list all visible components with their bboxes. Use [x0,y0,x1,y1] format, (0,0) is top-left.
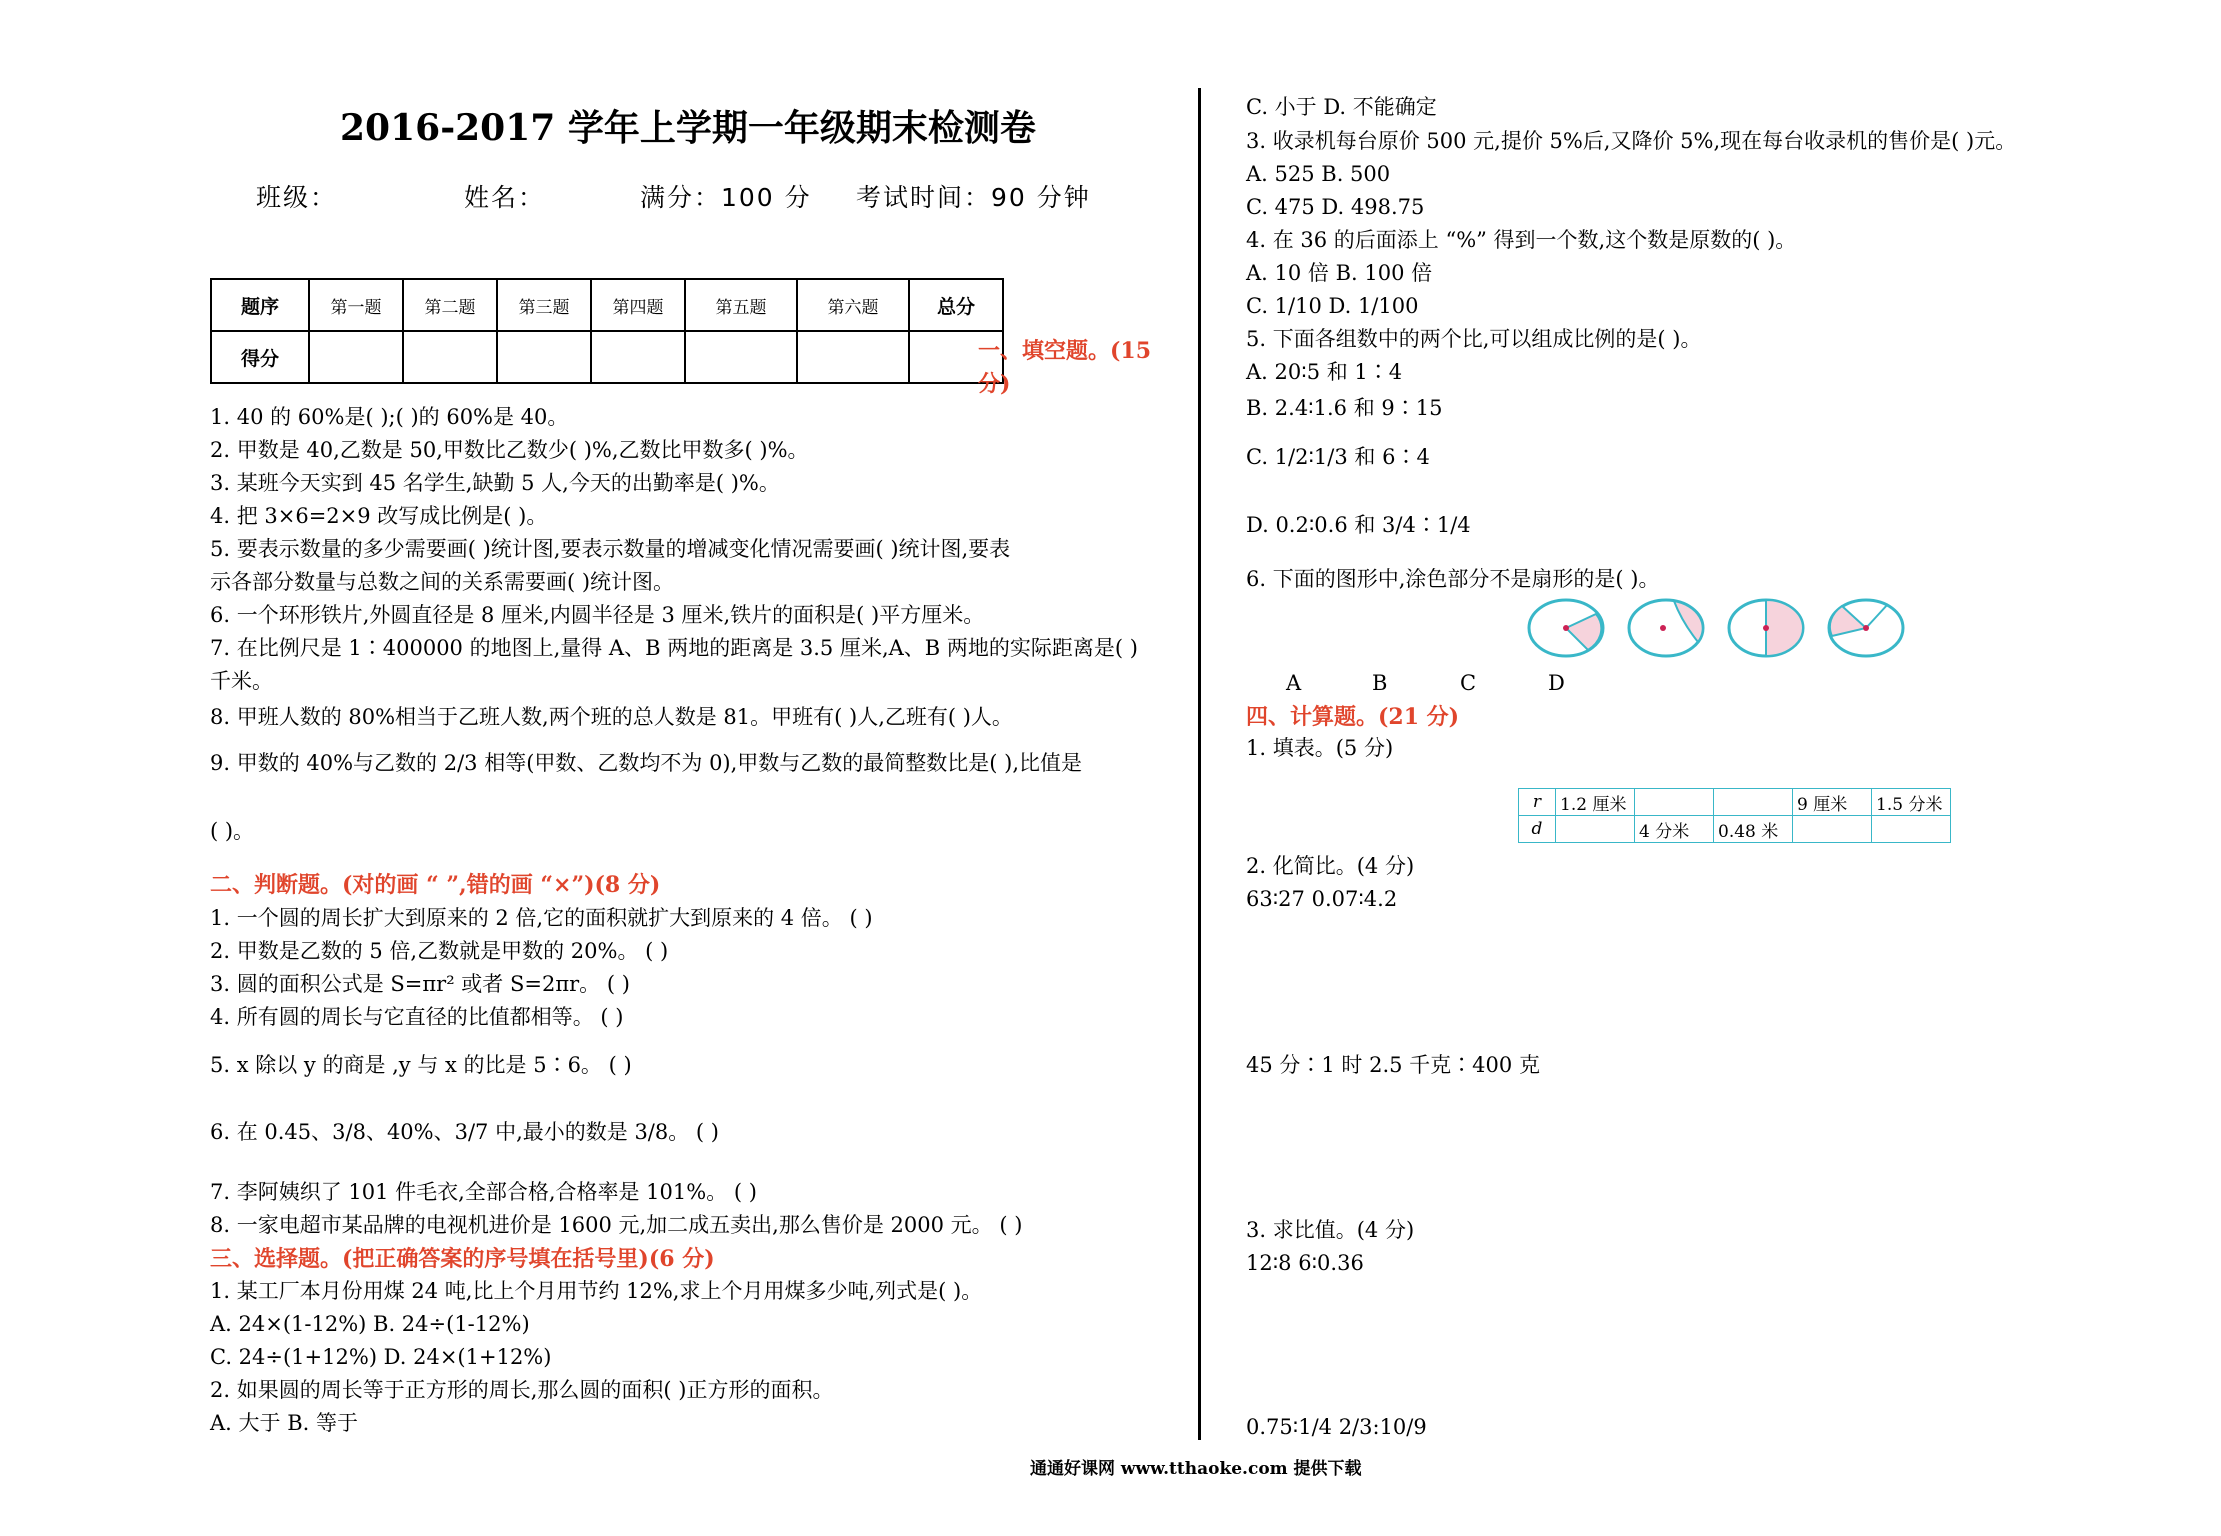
footer-credit: 通通好课网 www.tthaoke.com 提供下载 [1030,1459,1362,1479]
option-line: C. 475 D. 498.75 [1246,195,1425,219]
question-item: 3. 某班今天实到 45 名学生,缺勤 5 人,今天的出勤率是( )%。 [210,471,780,495]
calc-row: 45 分∶1 时 2.5 千克∶400 克 [1246,1053,1540,1077]
question-item: 千米。 [210,669,273,693]
question-item: 2. 如果圆的周长等于正方形的周长,那么圆的面积( )正方形的面积。 [210,1378,834,1402]
option-line: B. 2.4∶1.6 和 9∶15 [1246,396,1443,420]
question-item: 2. 化简比。(4 分) [1246,854,1415,878]
calc-row: 63∶27 0.07∶4.2 [1246,887,1398,911]
fill-cell[interactable]: 0.48 米 [1714,816,1793,843]
fill-cell[interactable] [1635,789,1714,816]
fill-cell[interactable]: 1.5 分米 [1872,789,1951,816]
fill-cell[interactable] [1793,816,1872,843]
question-item: 1. 填表。(5 分) [1246,736,1394,760]
option-line: A. 大于 B. 等于 [210,1411,358,1435]
section1-heading-cont: 分) [978,371,1011,397]
question-item: 6. 在 0.45、3/8、40%、3/7 中,最小的数是 3/8。 ( ) [210,1120,719,1144]
option-line: C. 小于 D. 不能确定 [1246,95,1437,119]
score-cell[interactable] [497,331,591,383]
calc-row: 12∶8 6∶0.36 [1246,1251,1364,1275]
question-item: 示各部分数量与总数之间的关系需要画( )统计图。 [210,570,675,594]
option-line: A. 525 B. 500 [1246,162,1391,186]
question-item: 7. 在比例尺是 1∶400000 的地图上,量得 A、B 两地的距离是 3.5 厘米,A、B 两地的实际距离是( ) [210,636,1138,660]
fill-cell[interactable]: 4 分米 [1635,816,1714,843]
figure-d[interactable] [1829,600,1903,656]
score-cell[interactable] [309,331,403,383]
question-item: 4. 把 3×6=2×9 改写成比例是( )。 [210,504,548,528]
score-cell[interactable] [685,331,797,383]
circle-figures [1522,594,1922,664]
figure-c[interactable] [1729,600,1803,656]
score-header-cell: 第三题 [497,279,591,331]
option-line: A. 20∶5 和 1∶4 [1246,360,1403,384]
question-item: 3. 求比值。(4 分) [1246,1218,1415,1242]
question-item: 8. 一家电超市某品牌的电视机进价是 1600 元,加二成五卖出,那么售价是 2000 元。 ( ) [210,1213,1023,1237]
question-item: 5. x 除以 y 的商是 ,y 与 x 的比是 5∶6。 ( ) [210,1053,632,1077]
option-line: C. 1/10 D. 1/100 [1246,294,1419,318]
score-header-cell: 第二题 [403,279,497,331]
question-item: 1. 一个圆的周长扩大到原来的 2 倍,它的面积就扩大到原来的 4 倍。 ( ) [210,906,873,930]
question-item: 7. 李阿姨织了 101 件毛衣,全部合格,合格率是 101%。 ( ) [210,1180,757,1204]
score-cell[interactable] [591,331,685,383]
question-item: 4. 所有圆的周长与它直径的比值都相等。 ( ) [210,1005,624,1029]
question-item: 2. 甲数是乙数的 5 倍,乙数就是甲数的 20%。 ( ) [210,939,669,963]
score-header-cell: 第一题 [309,279,403,331]
question-item: 1. 40 的 60%是( );( )的 60%是 40。 [210,405,569,429]
exam-time: 考试时间：90 分钟 [856,183,1091,212]
section3-heading: 三、选择题。(把正确答案的序号填在括号里)(6 分) [210,1246,715,1272]
question-item: 9. 甲数的 40%与乙数的 2/3 相等(甲数、乙数均不为 0),甲数与乙数的最简整数比是( ),比值是 [210,751,1083,775]
option-letter: A [1286,671,1302,695]
score-cell[interactable] [403,331,497,383]
question-item: 6. 一个环形铁片,外圆直径是 8 厘米,内圆半径是 3 厘米,铁片的面积是( )平方厘米。 [210,603,985,627]
option-line: A. 10 倍 B. 100 倍 [1246,261,1433,285]
column-divider [1198,88,1201,1440]
question-item: ( )。 [210,819,255,843]
score-header-cell: 总分 [909,279,1003,331]
score-header-cell: 第五题 [685,279,797,331]
page-title: 2016-2017 学年上学期一年级期末检测卷 [340,107,1036,149]
fill-cell[interactable] [1714,789,1793,816]
section1-heading: 一、填空题。(15 [978,338,1152,364]
option-line: D. 0.2∶0.6 和 3/4∶1/4 [1246,513,1471,537]
question-item: 1. 某工厂本月份用煤 24 吨,比上个月用节约 12%,求上个月用煤多少吨,列式是( )。 [210,1279,983,1303]
question-item: 8. 甲班人数的 80%相当于乙班人数,两个班的总人数是 81。甲班有( )人,乙班有( )人。 [210,705,1013,729]
fill-cell: r [1519,789,1556,816]
section4-heading: 四、计算题。(21 分) [1246,704,1460,730]
score-cell[interactable] [797,331,909,383]
question-item: 5. 要表示数量的多少需要画( )统计图,要表示数量的增减变化情况需要画( )统计图,要表 [210,537,1011,561]
question-item: 3. 收录机每台原价 500 元,提价 5%后,又降价 5%,现在每台收录机的售价是( )元。 [1246,129,2017,153]
option-letter: B [1372,671,1388,695]
score-row-label: 得分 [211,331,309,383]
score-table [210,278,1004,384]
figure-b[interactable] [1629,600,1703,656]
question-item: 5. 下面各组数中的两个比,可以组成比例的是( )。 [1246,327,1702,351]
option-letter: C [1460,671,1477,695]
fill-cell[interactable] [1556,816,1635,843]
fill-cell[interactable]: 9 厘米 [1793,789,1872,816]
class-label: 班级： [256,183,338,212]
question-item: 2. 甲数是 40,乙数是 50,甲数比乙数少( )%,乙数比甲数多( )%。 [210,438,809,462]
option-line: A. 24×(1-12%) B. 24÷(1-12%) [210,1312,530,1336]
score-header-cell: 第四题 [591,279,685,331]
section2-heading: 二、判断题。(对的画 “ ”,错的画 “×”)(8 分) [210,872,661,898]
fill-table [1518,788,1951,843]
fill-cell: d [1519,816,1556,843]
fill-cell[interactable]: 1.2 厘米 [1556,789,1635,816]
question-item: 6. 下面的图形中,涂色部分不是扇形的是( )。 [1246,567,1660,591]
full-score: 满分：100 分 [640,183,812,212]
fill-cell[interactable] [1872,816,1951,843]
question-item: 3. 圆的面积公式是 S=πr² 或者 S=2πr。 ( ) [210,972,630,996]
option-line: C. 1/2∶1/3 和 6∶4 [1246,445,1430,469]
calc-row: 0.75∶1/4 2/3:10/9 [1246,1415,1427,1439]
figure-a[interactable] [1529,600,1603,656]
score-header-cell: 第六题 [797,279,909,331]
name-label: 姓名： [464,183,546,212]
option-letter: D [1548,671,1565,695]
question-item: 4. 在 36 的后面添上 “%” 得到一个数,这个数是原数的( )。 [1246,228,1797,252]
score-header-cell: 题序 [211,279,309,331]
option-line: C. 24÷(1+12%) D. 24×(1+12%) [210,1345,552,1369]
